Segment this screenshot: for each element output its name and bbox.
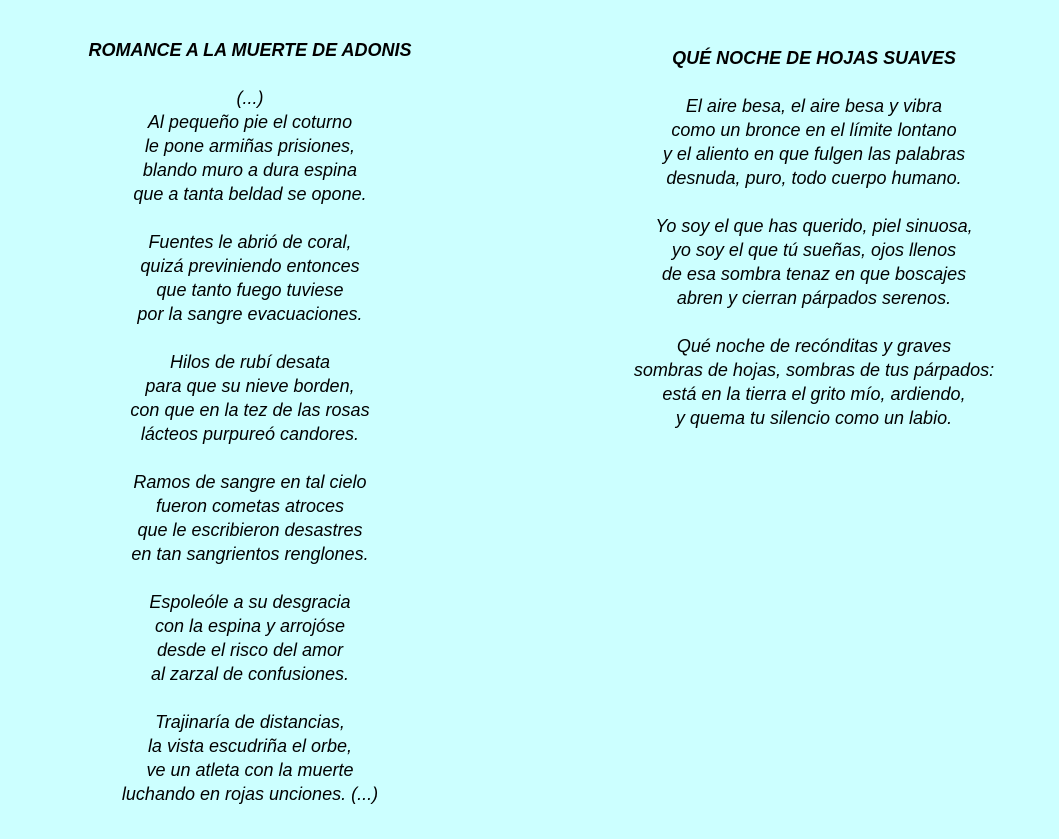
verse-line: le pone armiñas prisiones,	[144, 136, 356, 156]
verse-line: está en la tierra el grito mío, ardiendo,	[662, 384, 966, 404]
stanza	[40, 350, 460, 446]
verse-line: que tanto fuego tuviese	[156, 280, 344, 300]
stanza	[594, 214, 1034, 310]
stanza	[40, 86, 460, 206]
verse-line: Trajinaría de distancias,	[155, 712, 345, 732]
verse-line: con que en la tez de las rosas	[130, 400, 370, 420]
verse-line: como un bronce en el límite lontano	[671, 120, 957, 140]
verse-line: en tan sangrientos renglones.	[131, 544, 369, 564]
poem-romance-adonis	[40, 38, 460, 806]
verse-line: blando muro a dura espina	[142, 160, 358, 180]
verse-line: desde el risco del amor	[156, 640, 344, 660]
stanza	[40, 710, 460, 806]
verse-line: desnuda, puro, todo cuerpo humano.	[666, 168, 962, 188]
verse-line: de esa sombra tenaz en que boscajes	[661, 264, 967, 284]
verse-line: al zarzal de confusiones.	[150, 664, 350, 684]
verse-line: por la sangre evacuaciones.	[137, 304, 363, 324]
verse-line: fueron cometas atroces	[155, 496, 345, 516]
poem-title: ROMANCE A LA MUERTE DE ADONIS	[88, 40, 412, 60]
stanza	[594, 334, 1034, 430]
poem-noche-hojas-suaves	[594, 46, 1034, 430]
poem-body	[594, 94, 1034, 430]
verse-line: y el aliento en que fulgen las palabras	[662, 144, 966, 164]
stanza	[40, 230, 460, 326]
verse-line: quizá previniendo entonces	[140, 256, 360, 276]
verse-line: sombras de hojas, sombras de tus párpados:	[633, 360, 995, 380]
stanza	[40, 470, 460, 566]
verse-line: la vista escudriña el orbe,	[147, 736, 353, 756]
verse-line: yo soy el que tú sueñas, ojos llenos	[671, 240, 957, 260]
verse-line: Hilos de rubí desata	[169, 352, 331, 372]
stanza	[40, 590, 460, 686]
poem-title: QUÉ NOCHE DE HOJAS SUAVES	[672, 48, 956, 68]
verse-line: (...)	[236, 88, 264, 108]
verse-line: luchando en rojas unciones. (...)	[121, 784, 379, 804]
verse-line: Fuentes le abrió de coral,	[148, 232, 352, 252]
poem-body	[40, 86, 460, 806]
verse-line: Ramos de sangre en tal cielo	[133, 472, 367, 492]
verse-line: ve un atleta con la muerte	[146, 760, 354, 780]
verse-line: abren y cierran párpados serenos.	[676, 288, 952, 308]
verse-line: para que su nieve borden,	[145, 376, 355, 396]
verse-line: con la espina y arrojóse	[154, 616, 346, 636]
verse-line: y quema tu silencio como un labio.	[675, 408, 953, 428]
verse-line: que le escribieron desastres	[137, 520, 363, 540]
verse-line: El aire besa, el aire besa y vibra	[685, 96, 943, 116]
verse-line: Espoleóle a su desgracia	[149, 592, 351, 612]
verse-line: que a tanta beldad se opone.	[133, 184, 367, 204]
verse-line: Al pequeño pie el coturno	[147, 112, 353, 132]
verse-line: Yo soy el que has querido, piel sinuosa,	[655, 216, 973, 236]
stanza	[594, 94, 1034, 190]
verse-line: Qué noche de recónditas y graves	[676, 336, 952, 356]
verse-line: lácteos purpureó candores.	[140, 424, 360, 444]
